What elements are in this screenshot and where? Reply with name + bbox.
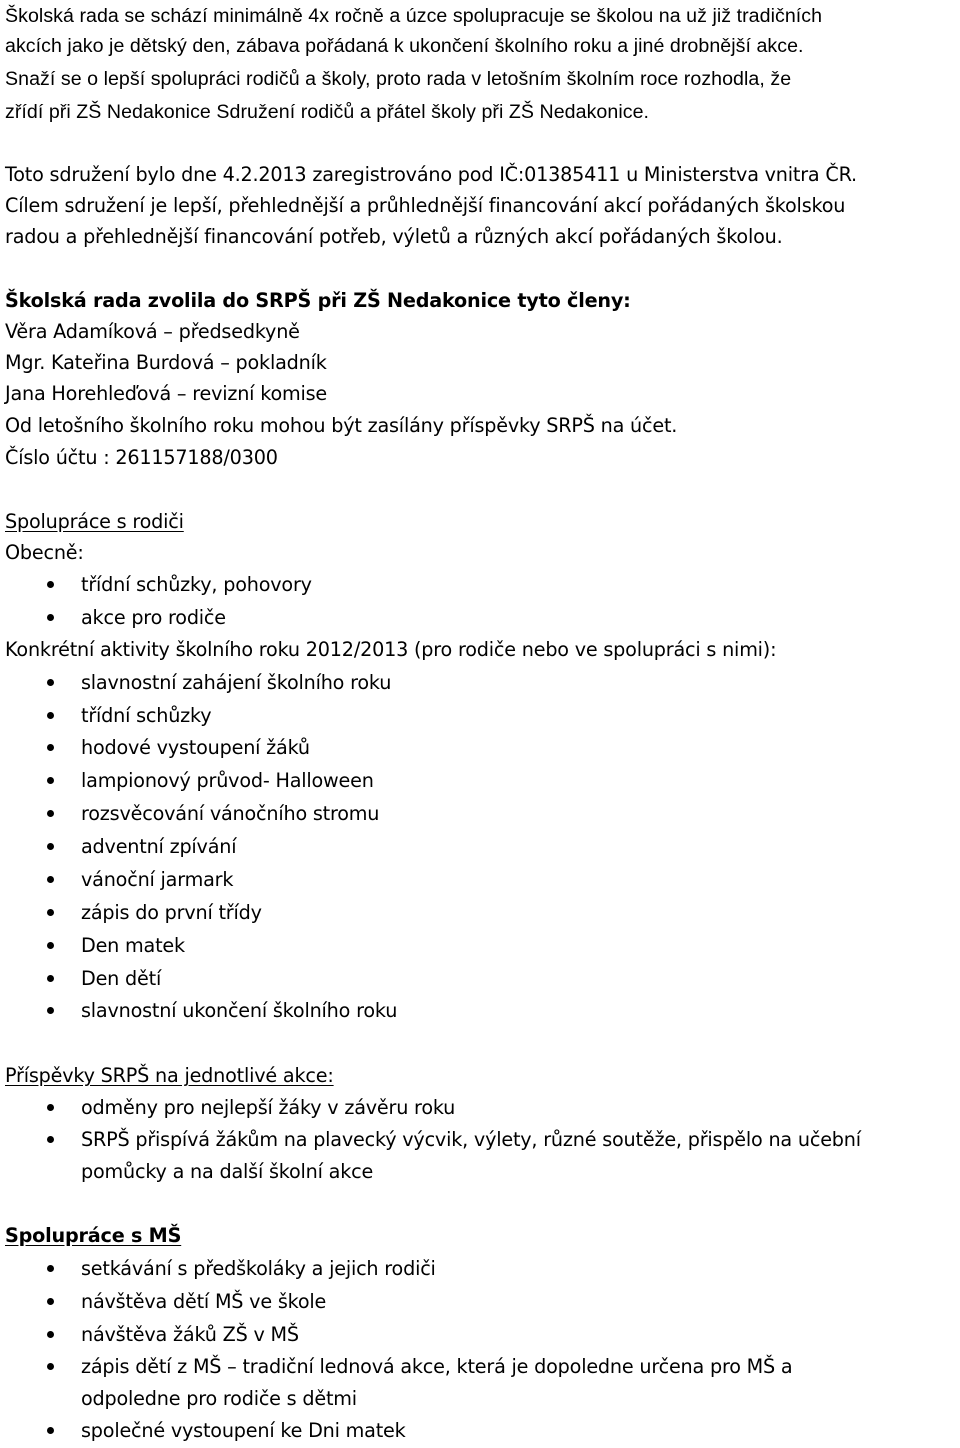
account-number: Číslo účtu : 261157188/0300 [5,446,278,469]
bullet-icon [47,942,54,949]
bullet-icon [47,581,54,588]
bullet-icon [47,1007,54,1014]
member-line: Jana Horehleďová – revizní komise [5,382,328,405]
member-line: Mgr. Kateřina Burdová – pokladník [5,351,327,374]
bullet-icon [47,909,54,916]
bullet-icon [47,975,54,982]
account-note: Od letošního školního roku mohou být zasílány příspěvky SRPŠ na účet. [5,414,678,437]
bullet-icon [47,744,54,751]
bullet-icon [47,1104,54,1111]
member-line: Věra Adamíková – předsedkyně [5,320,300,343]
registration-line: radou a přehlednější financování potřeb, výletů a různých akcí pořádaných školou. [5,225,783,248]
bullet-icon [47,810,54,817]
intro-line: zřídí při ZŠ Nedakonice Sdružení rodičů a přátel školy při ZŠ Nedakonice. [5,101,650,123]
bullet-icon [47,1363,54,1370]
kindergarten-heading: Spolupráce s MŠ [5,1224,182,1247]
intro-line: akcích jako je dětský den, zábava pořádaná k ukončení školního roku a jiné drobnější akce. [5,35,804,57]
bullet-icon [47,614,54,621]
intro-line: Snaží se o lepší spolupráci rodičů a školy, proto rada v letošním školním roce rozhodla, že [5,68,792,90]
bullet-icon [47,1331,54,1338]
bullet-icon [47,679,54,686]
activities-label: Konkrétní aktivity školního roku 2012/2013 (pro rodiče nebo ve spolupráci s nimi): [5,638,777,661]
bullet-icon [47,843,54,850]
members-heading: Školská rada zvolila do SRPŠ při ZŠ Nedakonice tyto členy: [5,289,631,312]
general-label: Obecně: [5,541,84,564]
bullet-icon [47,1298,54,1305]
contributions-heading: Příspěvky SRPŠ na jednotlivé akce: [5,1064,334,1087]
bullet-icon [47,876,54,883]
registration-line: Cílem sdružení je lepší, přehlednější a průhlednější financování akcí pořádaných školskou [5,194,846,217]
bullet-icon [47,1265,54,1272]
bullet-icon [47,1136,54,1143]
bullet-icon [47,712,54,719]
parents-heading: Spolupráce s rodiči [5,510,184,533]
bullet-icon [47,777,54,784]
registration-line: Toto sdružení bylo dne 4.2.2013 zaregistrováno pod IČ:01385411 u Ministerstva vnitra ČR. [5,163,857,186]
intro-line: Školská rada se schází minimálně 4x ročně a úzce spolupracuje se školou na už již tradičních [5,5,823,27]
bullet-icon [47,1427,54,1434]
